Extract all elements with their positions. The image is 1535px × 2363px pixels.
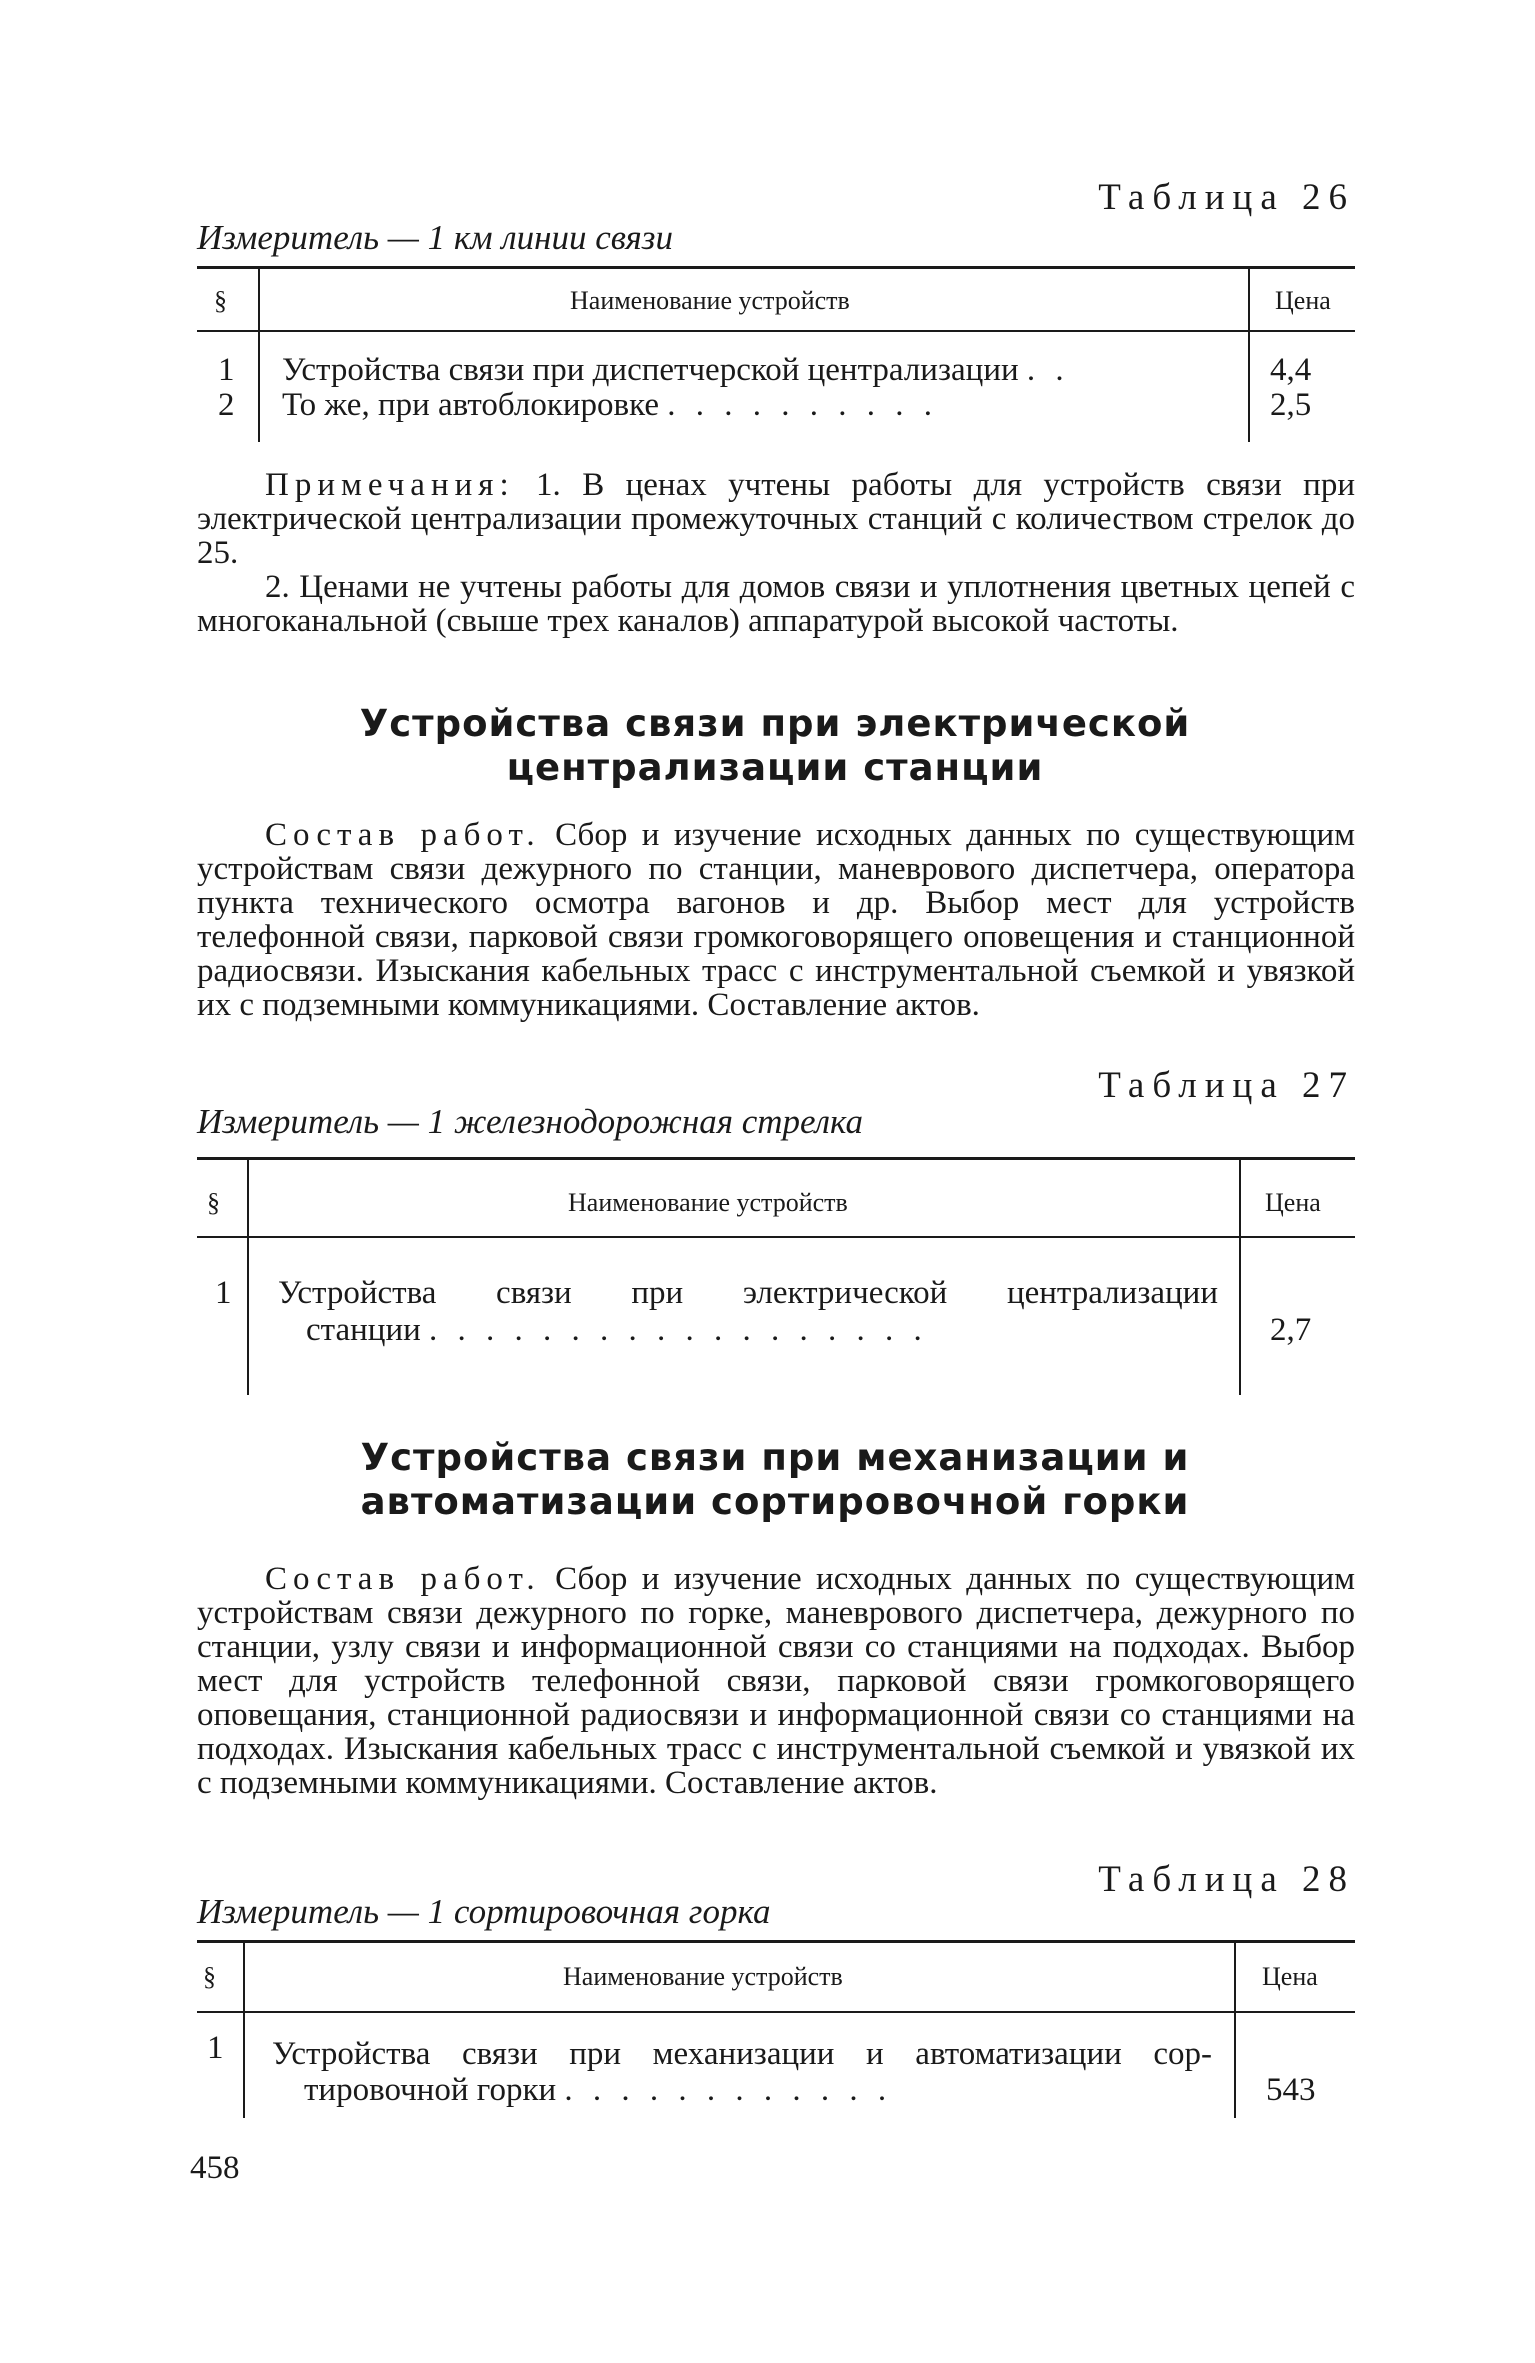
row-price: 2,7 xyxy=(1270,1312,1312,1348)
row-num: 1 xyxy=(215,1275,232,1311)
table-rule xyxy=(197,1236,1355,1238)
table-rule xyxy=(197,2011,1355,2013)
row-name-line-2: станции . . . . . . . . . . . . . . . . . . xyxy=(306,1312,928,1348)
section-2-lead: Состав работ. xyxy=(265,1561,541,1597)
table-27-label: Таблица 27 xyxy=(1098,1065,1355,1106)
header-price: Цена xyxy=(1275,286,1331,315)
table-rule xyxy=(197,266,1355,269)
note-2: 2. Ценами не учтены работы для домов связи и уплотнения цветных цепей с многоканальной (свыше трех каналов) аппаратурой высокой частоты. xyxy=(197,569,1355,639)
table-26-measure: Измеритель — 1 км линии связи xyxy=(197,218,673,257)
notes-label: Примечания: xyxy=(265,467,515,503)
table-27-measure: Измеритель — 1 железнодорожная стрелка xyxy=(197,1102,863,1141)
notes xyxy=(197,468,1355,638)
section-1-text xyxy=(197,818,1355,1022)
page-number: 458 xyxy=(190,2150,240,2186)
section-2-heading: Устройства связи при механизации и автоматизации сортировочной горки xyxy=(360,1436,1190,1523)
header-num: § xyxy=(214,286,227,315)
header-price: Цена xyxy=(1265,1188,1321,1217)
row-price: 543 xyxy=(1266,2072,1316,2108)
header-num: § xyxy=(207,1188,220,1217)
table-rule xyxy=(197,330,1355,332)
table-rule xyxy=(197,1157,1355,1160)
section-1-heading: Устройства связи при электрической централизации станции xyxy=(359,702,1191,789)
row-num: 1 xyxy=(207,2030,224,2066)
row-price: 2,5 xyxy=(1270,387,1312,423)
column-divider xyxy=(247,1157,249,1395)
row-name-line-1: Устройства связи при электрической централизации xyxy=(278,1275,1218,1311)
column-divider xyxy=(258,266,260,442)
header-name: Наименование устройств xyxy=(570,286,850,315)
table-28-measure: Измеритель — 1 сортировочная горка xyxy=(197,1892,771,1931)
table-28-label: Таблица 28 xyxy=(1098,1859,1355,1900)
header-num: § xyxy=(203,1962,216,1991)
row-num: 1 xyxy=(218,352,235,388)
section-2-body: Сбор и изучение исходных данных по существующим устройствам связи дежурного по горке, маневрового диспетчера, дежурного по станции, узлу связи и информационной связи со станциями на подходах. Выбор мест для устройств телефонной связи, парковой связи громкоговорящего оповещания, станционной радиосвязи и информационной связи со станциями на подходах. Изыскания кабельных трасс с инструментальной съемкой и увязкой их с подземными коммуникациями. Составление актов. xyxy=(197,1561,1355,1801)
section-1-body: Сбор и изучение исходных данных по существующим устройствам связи дежурного по станции, маневрового диспетчера, оператора пункта технического осмотра вагонов и др. Выбор мест для устройств телефонной связи, парковой связи громкоговорящего оповещения и станционной радиосвязи. Изыскания кабельных трасс с инструментальной съемкой и увязкой их с подземными коммуникациями. Составление актов. xyxy=(197,817,1355,1023)
column-divider xyxy=(1248,266,1250,442)
header-name: Наименование устройств xyxy=(568,1188,848,1217)
table-26-label: Таблица 26 xyxy=(1098,177,1355,218)
section-2-text xyxy=(197,1562,1355,1800)
column-divider xyxy=(1234,1940,1236,2118)
note-1: 1. В ценах учтены работы для устройств связи при электрической централизации промежуточных станций с количеством стрелок до 25. xyxy=(197,467,1355,571)
row-name-line-1: Устройства связи при механизации и автоматизации сор- xyxy=(272,2036,1212,2072)
column-divider xyxy=(1239,1157,1241,1395)
section-1-lead: Состав работ. xyxy=(265,817,541,853)
column-divider xyxy=(243,1940,245,2118)
row-name-line-2: тировочной горки . . . . . . . . . . . . xyxy=(304,2072,893,2108)
header-price: Цена xyxy=(1262,1962,1318,1991)
row-name: То же, при автоблокировке . . . . . . . . . . xyxy=(282,387,938,423)
row-num: 2 xyxy=(218,387,235,423)
table-rule xyxy=(197,1940,1355,1943)
header-name: Наименование устройств xyxy=(563,1962,843,1991)
row-name: Устройства связи при диспетчерской централизации . . xyxy=(282,352,1070,388)
row-price: 4,4 xyxy=(1270,352,1312,388)
